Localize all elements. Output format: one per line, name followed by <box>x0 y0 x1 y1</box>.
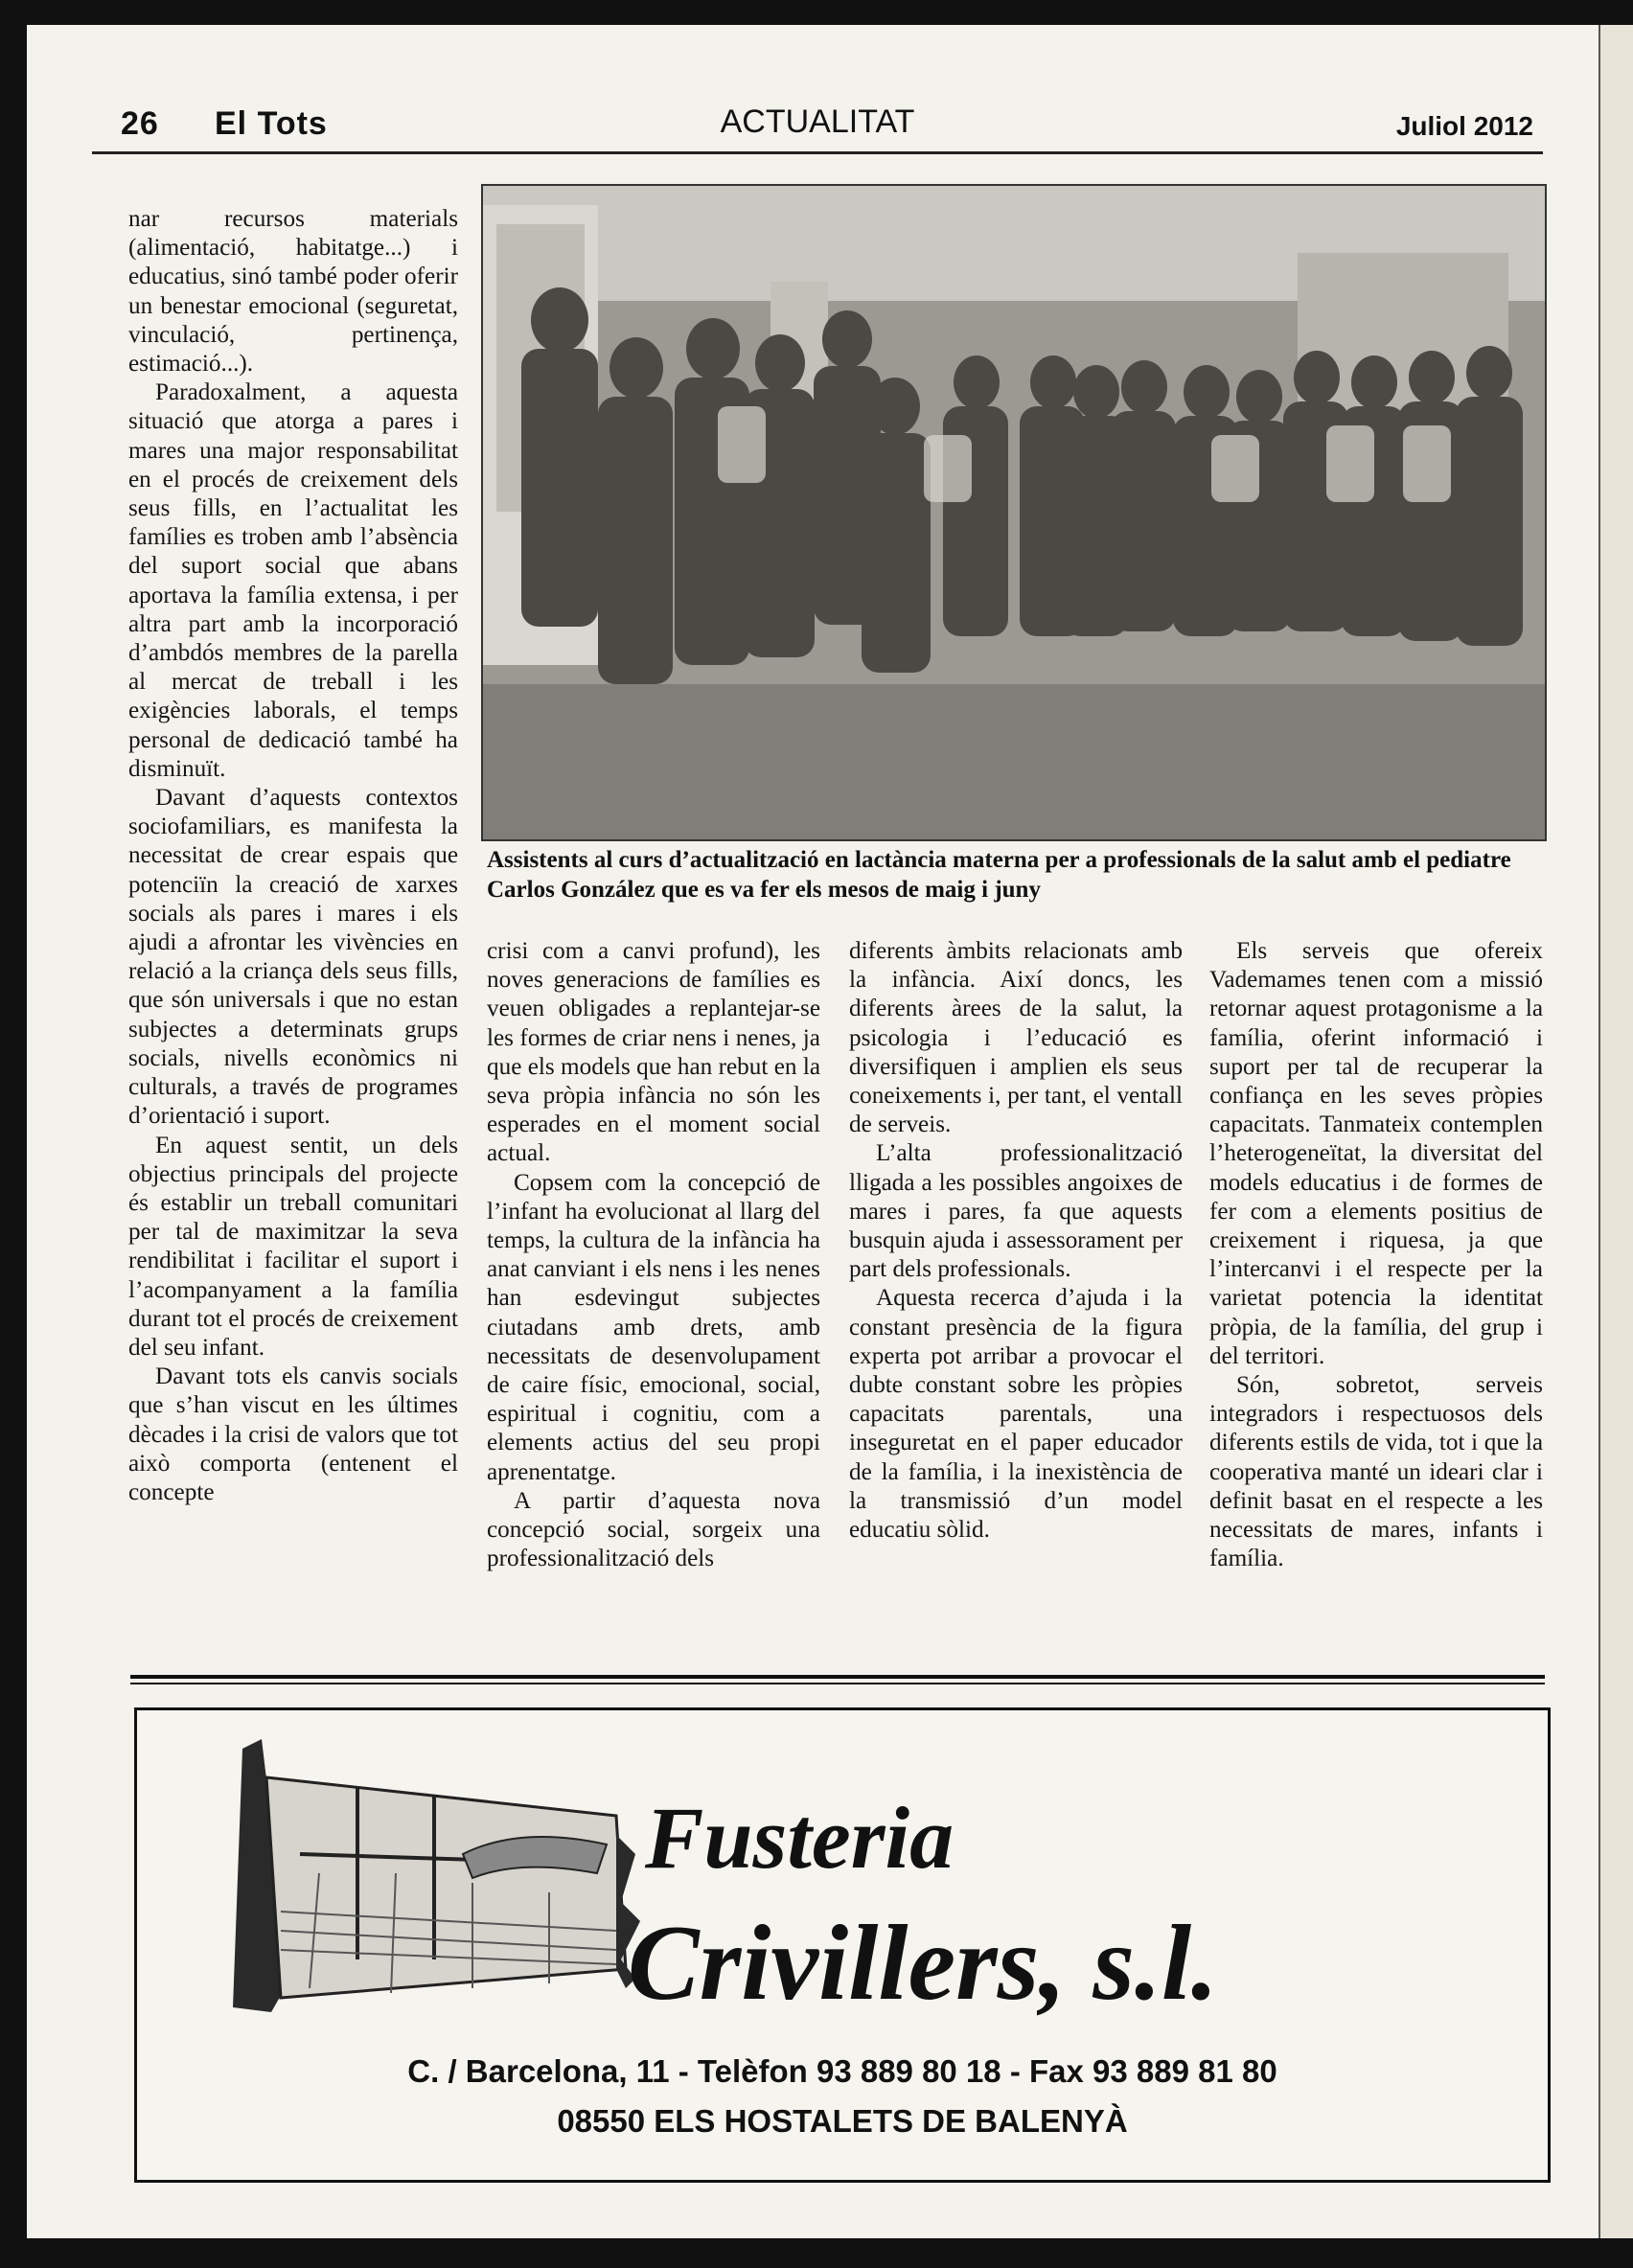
article-column-2 <box>487 937 820 1573</box>
issue-date: Juliol 2012 <box>1395 111 1533 141</box>
company-name-line-2: Crivillers, s.l. <box>628 1904 1219 2023</box>
photo-caption: Assistents al curs d’actualització en lactància materna per a professionals de la salut amb el pediatre Carlos González que es va fer els mesos de maig i juny <box>487 847 1511 903</box>
advertisement <box>134 1707 1551 2183</box>
publication-name: El Tots <box>215 105 328 142</box>
paragraph: diferents àmbits relacionats amb la infància. Així doncs, les diferents àrees de la salut, la psicologia i l’educació es diversifiquen i amplien els seus coneixements i, per tant, el ventall de serveis. <box>849 938 1183 1138</box>
paragraph: Copsem com la concepció de l’infant ha evolucionat al llarg del temps, la cultura de la infància ha anat canviant i els nens i les nenes han esdevingut subjectes ciutadans amb drets, amb necessitats de desenvolupament de caire físic, emocional, social, espiritual i cognitiu, com a elements actius del seu propi aprenentatge. <box>487 1169 820 1485</box>
carpentry-illustration <box>214 1739 655 2017</box>
next-page-edge <box>1598 25 1633 2238</box>
article-column-3 <box>849 937 1183 1545</box>
page-header <box>92 103 1543 154</box>
paragraph: Són, sobretot, serveis integradors i respectuosos dels diferents estils de vida, tot i que la cooperativa manté un ideari clar i definit basat en el respecte a les necessitats de mares, infants i família. <box>1209 1372 1543 1572</box>
paragraph: Paradoxalment, a aquesta situació que atorga a pares i mares una major responsabilitat en el procés de creixement dels seus fills, en l’actualitat les famílies es troben amb l’absència del suport social que abans aportava la família extensa, i per altra part amb la incorporació d’ambdós membres de la parella al mercat de treball i les exigències laborals, el temps personal de dedicació també ha disminuït. <box>128 379 458 782</box>
article-column-4 <box>1209 937 1543 1573</box>
company-city: 08550 ELS HOSTALETS DE BALENYÀ <box>557 2103 1128 2139</box>
page-number: 26 <box>121 105 159 142</box>
divider <box>130 1675 1545 1679</box>
section-title: ACTUALITAT <box>720 103 915 140</box>
paragraph: Davant tots els canvis socials que s’han viscut en les últimes dècades i la crisi de valors que tot això comporta (entenent el concepte <box>128 1363 458 1505</box>
group-photo <box>481 184 1547 841</box>
paragraph: Aquesta recerca d’ajuda i la constant presència de la figura experta pot arribar a provocar el dubte constant sobre les pròpies capacitats parentals, una inseguretat en el paper educador de la família, i la inexistència de la transmissió d’un model educatiu sòlid. <box>849 1285 1183 1544</box>
paragraph: Els serveis que ofereix Vademames tenen com a missió retornar aquest protagonisme a la família, oferint informació i suport per tal de recuperar la confiança en les seves pròpies capacitats. Tanmateix contemplen l’heterogeneïtat, la diversitat del models educatius i de formes de fer com a elements positius de creixement i riquesa, ja que l’intercanvi i el respecte per la varietat potencia la identitat pròpia, de la família, del grup i del territori. <box>1209 938 1543 1369</box>
paragraph: En aquest sentit, un dels objectius principals del projecte és establir un treball comunitari per tal de maximitzar la seva rendibilitat i facilitar el suport i l’acompanyament a la família durant tot el procés de creixement del seu infant. <box>128 1132 458 1361</box>
paragraph: L’alta professionalització lligada a les possibles angoixes de mares i pares, fa que aquests busquin ajuda i assessorament per part dels professionals. <box>849 1140 1183 1283</box>
paragraph: crisi com a canvi profund), les noves generacions de famílies es veuen obligades a replantejar-se les formes de criar nens i nenes, ja que els models que han rebut en la seva pròpia infància no són les esperades en el moment social actual. <box>487 938 820 1167</box>
paragraph: nar recursos materials (alimentació, habitatge...) i educatius, sinó també poder oferir un benestar emocional (seguretat, vinculació, pertinença, estimació...). <box>128 206 458 378</box>
paragraph: Davant d’aquests contextos sociofamiliars, es manifesta la necessitat de crear espais que potenciïn la creació de xarxes socials als pares i mares i els ajudi a afrontar les vivències en relació a la criança dels seus fills, que són universals i que no estan subjectes a determinats grups socials, nivells econòmics ni culturals, a través de programes d’orientació i suport. <box>128 785 458 1130</box>
paragraph: A partir d’aquesta nova concepció social, sorgeix una professionalització dels <box>487 1487 820 1572</box>
article-column-1 <box>128 205 458 1507</box>
company-address: C. / Barcelona, 11 - Telèfon 93 889 80 18 - Fax 93 889 81 80 <box>407 2053 1277 2089</box>
divider <box>130 1683 1545 1684</box>
company-name-line-1: Fusteria <box>645 1789 954 1887</box>
